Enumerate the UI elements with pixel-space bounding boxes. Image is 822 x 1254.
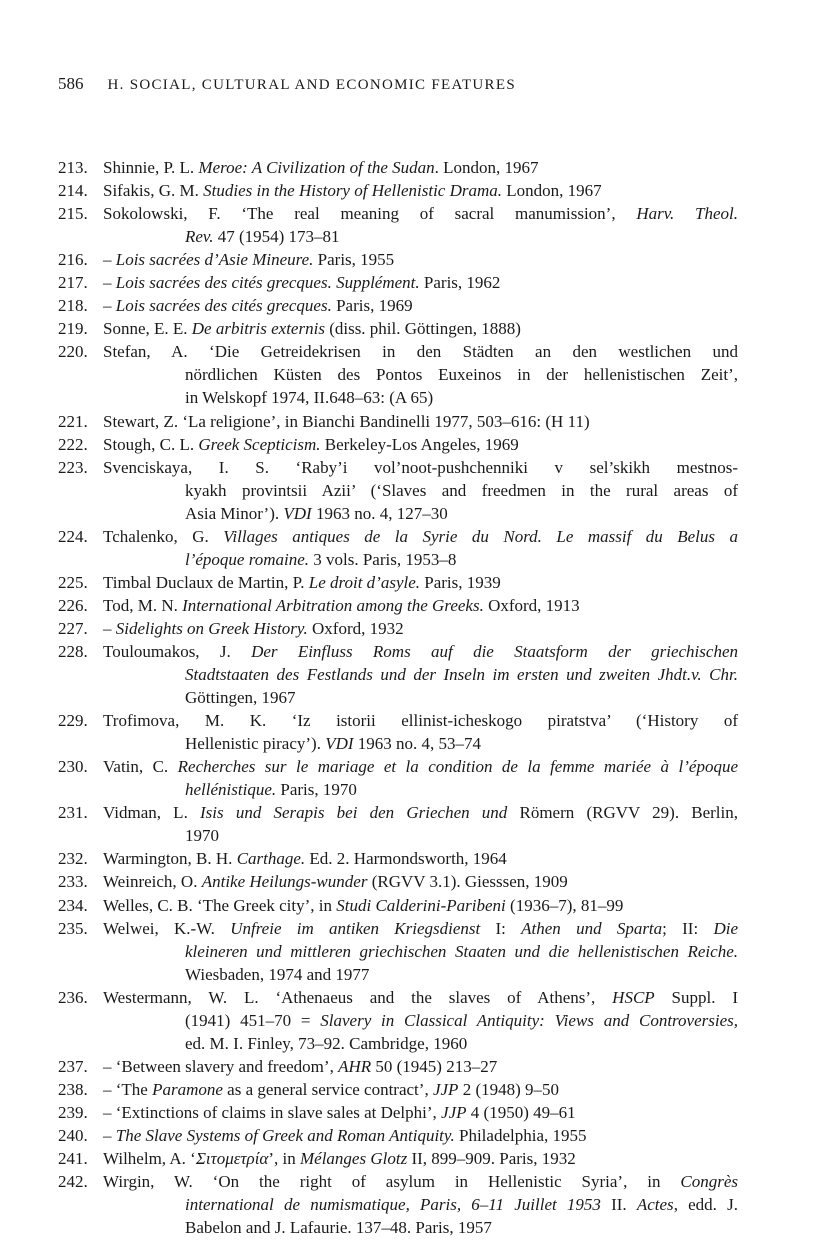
entry-line <box>103 894 738 917</box>
entry-text: Oxford, 1932 <box>307 618 404 638</box>
entry-text: – <box>103 618 116 638</box>
entry-text: 1963 no. 4, 127–30 <box>311 503 448 523</box>
entry-text: Paris, 1939 <box>420 572 501 592</box>
italic-text: kleineren und mittleren griechischen Staaten und die hellenistischen Reiche. <box>185 941 738 961</box>
bibliography-entry <box>58 340 738 409</box>
entry-number: 233. <box>58 872 88 892</box>
entry-line <box>103 248 738 271</box>
entry-text: II. <box>600 1195 637 1215</box>
entry-number: 236. <box>58 987 88 1007</box>
entry-line <box>103 433 738 456</box>
entry-line <box>103 410 738 433</box>
entry-line <box>103 1101 738 1124</box>
entry-text: 4 (1950) 49–61 <box>466 1102 576 1122</box>
entry-text: Paris, 1962 <box>419 273 501 293</box>
entry-number: 213. <box>58 158 88 177</box>
bibliography-entry <box>58 433 738 456</box>
entry-text: 50 (1945) 213–27 <box>371 1056 498 1076</box>
italic-text: VDI <box>283 503 312 523</box>
italic-text: JJP <box>441 1102 467 1122</box>
entry-text: Paris, 1955 <box>313 250 395 270</box>
entry-text: (1941) 451–70 = <box>185 1010 321 1030</box>
entry-line <box>103 294 738 317</box>
entry-line <box>185 963 738 986</box>
entry-text: 3 vols. Paris, 1953–8 <box>309 549 457 569</box>
entry-number: 237. <box>58 1056 88 1076</box>
entry-text: Berkeley-Los Angeles, 1969 <box>320 434 519 454</box>
entry-line <box>103 617 738 640</box>
entry-line <box>185 1193 738 1216</box>
bibliography-entry <box>58 271 738 294</box>
italic-text: VDI <box>325 734 354 754</box>
italic-text: Die <box>713 918 738 938</box>
entry-text: Wiesbaden, 1974 and 1977 <box>185 964 370 984</box>
entry-number: 220. <box>58 342 88 362</box>
entry-number: 241. <box>58 1149 88 1169</box>
bibliography-entry <box>58 248 738 271</box>
entry-text: Welles, C. B. ‘The Greek city’, in <box>103 895 337 915</box>
italic-text: Villages antiques de la Syrie du Nord. Le massif du Belus a <box>223 526 738 546</box>
entry-text: Svenciskaya, I. S. ‘Raby’i vol’noot-pushchenniki v sel’skikh mestnos- <box>103 457 738 477</box>
entry-line <box>103 340 738 363</box>
entry-number: 219. <box>58 319 88 339</box>
entry-number: 227. <box>58 618 88 638</box>
entry-text: Stefan, A. ‘Die Getreidekrisen in den Städten an den westlichen und <box>103 342 738 362</box>
entry-text: Oxford, 1913 <box>483 595 580 615</box>
entry-line <box>185 1032 738 1055</box>
entry-text: nördlichen Küsten des Pontos Euxeinos in der hellenistischen Zeit’, <box>185 365 738 385</box>
entry-text: Warmington, B. H. <box>103 849 237 869</box>
entry-text: – <box>103 250 116 270</box>
entry-text: Stewart, Z. ‘La religione’, in Bianchi Bandinelli 1977, 503–616: (H 11) <box>103 411 590 431</box>
entry-line <box>103 1147 738 1170</box>
bibliography-entry <box>58 894 738 917</box>
entry-text: Shinnie, P. L. <box>103 158 199 177</box>
entry-text: Suppl. I <box>654 987 738 1007</box>
entry-line <box>103 1078 738 1101</box>
entry-text: 47 (1954) 173–81 <box>213 227 340 247</box>
entry-line <box>185 663 738 686</box>
entry-number: 225. <box>58 572 88 592</box>
entry-line <box>103 709 738 732</box>
entry-number: 238. <box>58 1079 88 1099</box>
entry-text: – <box>103 1125 116 1145</box>
italic-text: Lois sacrées des cités grecques. Supplément. <box>115 273 420 293</box>
entry-line <box>185 479 738 502</box>
entry-line <box>103 1124 738 1147</box>
entry-text: – ‘The <box>103 1079 153 1099</box>
entry-text: as a general service contract’, <box>222 1079 433 1099</box>
italic-text: Meroe: A Civilization of the Sudan <box>198 158 435 177</box>
section-title: H. SOCIAL, CULTURAL AND ECONOMIC FEATURES <box>107 77 516 93</box>
entry-text: Hellenistic piracy’). <box>185 734 326 754</box>
italic-text: Σιτομετρία <box>195 1149 269 1169</box>
bibliography-entry <box>58 755 738 801</box>
italic-text: Slavery in Classical Antiquity: Views and Controversies, <box>320 1010 738 1030</box>
italic-text: AHR <box>338 1056 372 1076</box>
italic-text: Lois sacrées d’Asie Mineure. <box>115 250 314 270</box>
italic-text: The Slave Systems of Greek and Roman Antiquity. <box>115 1125 455 1145</box>
bibliography-entry <box>58 1124 738 1147</box>
italic-text: Stadtstaaten des Festlands und der Inseln im ersten und zweiten Jhdt.v. Chr. <box>185 665 738 685</box>
italic-text: Lois sacrées des cités grecques. <box>115 296 332 316</box>
italic-text: Actes <box>636 1195 674 1215</box>
entry-line <box>103 156 738 179</box>
entry-line <box>103 202 738 225</box>
bibliography-entry <box>58 1055 738 1078</box>
entry-number: 231. <box>58 803 88 823</box>
italic-text: Antike Heilungs-wunder <box>201 872 368 892</box>
entry-text: (1936–7), 81–99 <box>505 895 624 915</box>
entry-text: Paris, 1970 <box>276 780 357 800</box>
entry-number: 221. <box>58 411 88 431</box>
entry-number: 222. <box>58 434 88 454</box>
italic-text: Paramone <box>152 1079 223 1099</box>
entry-text: – <box>103 296 116 316</box>
entry-text: Sifakis, G. M. <box>103 181 204 201</box>
entry-line <box>103 917 738 940</box>
entry-line <box>103 986 738 1009</box>
entry-text: Tod, M. N. <box>103 595 183 615</box>
bibliography-entry <box>58 986 738 1055</box>
bibliography-entry <box>58 156 738 179</box>
italic-text: l’époque romaine. <box>185 549 310 569</box>
entry-line <box>103 640 738 663</box>
entry-line <box>185 732 738 755</box>
entry-text: I: <box>480 918 522 938</box>
italic-text: Recherches sur le mariage et la condition de la femme mariée à l’époque <box>177 757 738 777</box>
entry-line <box>185 363 738 386</box>
entry-number: 215. <box>58 204 88 224</box>
entry-number: 228. <box>58 641 88 661</box>
italic-text: JJP <box>432 1079 459 1099</box>
italic-text: Mélanges Glotz <box>300 1149 408 1169</box>
entry-line <box>185 225 738 248</box>
entry-text: II, 899–909. Paris, 1932 <box>407 1149 576 1169</box>
entry-number: 239. <box>58 1102 88 1122</box>
bibliography-entry <box>58 870 738 893</box>
entry-number: 232. <box>58 849 88 869</box>
bibliography-list <box>58 156 738 1239</box>
running-header <box>58 74 516 94</box>
entry-text: ed. M. I. Finley, 73–92. Cambridge, 1960 <box>185 1033 468 1053</box>
bibliography-entry <box>58 801 738 847</box>
bibliography-entry <box>58 1101 738 1124</box>
entry-line <box>103 456 738 479</box>
entry-text: 2 (1948) 9–50 <box>458 1079 560 1099</box>
italic-text: hellénistique. <box>185 780 277 800</box>
entry-text: – ‘Extinctions of claims in slave sales at Delphi’, <box>103 1102 442 1122</box>
entry-line <box>185 502 738 525</box>
entry-line <box>103 271 738 294</box>
entry-text: Tchalenko, G. <box>103 526 224 546</box>
entry-number: 234. <box>58 895 88 915</box>
bibliography-entry <box>58 179 738 202</box>
bibliography-entry <box>58 640 738 709</box>
entry-text: Asia Minor’). <box>185 503 284 523</box>
entry-text: kyakh provintsii Azii’ (‘Slaves and freedmen in the rural areas of <box>185 480 738 500</box>
entry-number: 216. <box>58 250 88 270</box>
italic-text: Studies in the History of Hellenistic Drama. <box>203 181 503 201</box>
entry-line <box>103 1170 738 1193</box>
entry-text: (RGVV 3.1). Giesssen, 1909 <box>367 872 568 892</box>
entry-text: Trofimova, M. K. ‘Iz istorii ellinist-icheskogo piratstva’ (‘History of <box>103 711 738 731</box>
entry-line <box>103 847 738 870</box>
entry-number: 242. <box>58 1172 88 1192</box>
italic-text: Harv. Theol. <box>636 204 738 224</box>
entry-line <box>103 179 738 202</box>
entry-number: 235. <box>58 918 88 938</box>
entry-number: 240. <box>58 1125 88 1145</box>
italic-text: Carthage. <box>236 849 306 869</box>
entry-text: Römern (RGVV 29). Berlin, <box>507 803 738 823</box>
entry-line <box>103 317 738 340</box>
entry-text: Sonne, E. E. <box>103 319 192 339</box>
bibliography-entry <box>58 1147 738 1170</box>
entry-text: . London, 1967 <box>434 158 539 177</box>
bibliography-entry <box>58 917 738 986</box>
bibliography-entry <box>58 571 738 594</box>
bibliography-entry <box>58 709 738 755</box>
entry-text: Touloumakos, J. <box>103 641 252 661</box>
bibliography-entry <box>58 617 738 640</box>
entry-number: 218. <box>58 296 88 316</box>
italic-text: Rev. <box>185 227 214 247</box>
entry-text: Welwei, K.-W. <box>103 918 231 938</box>
entry-line <box>185 1216 738 1239</box>
italic-text: Sidelights on Greek History. <box>115 618 308 638</box>
entry-text: (diss. phil. Göttingen, 1888) <box>324 319 521 339</box>
entry-text: Babelon and J. Lafaurie. 137–48. Paris, 1957 <box>185 1218 492 1238</box>
entry-line <box>103 801 738 824</box>
bibliography-entry <box>58 202 738 248</box>
entry-line <box>103 755 738 778</box>
italic-text: Isis und Serapis bei den Griechen und <box>200 803 508 823</box>
entry-line <box>103 571 738 594</box>
entry-number: 226. <box>58 595 88 615</box>
entry-line <box>185 548 738 571</box>
italic-text: international de numismatique, Paris, 6–11 Juillet 1953 <box>185 1195 601 1215</box>
entry-text: – <box>103 273 116 293</box>
entry-number: 223. <box>58 457 88 477</box>
italic-text: International Arbitration among the Greeks. <box>182 595 484 615</box>
entry-number: 214. <box>58 181 88 201</box>
entry-line <box>185 1009 738 1032</box>
entry-line <box>185 778 738 801</box>
entry-text: Weinreich, O. <box>103 872 202 892</box>
bibliography-entry <box>58 1170 738 1239</box>
entry-text: , edd. J. <box>673 1195 738 1215</box>
entry-text: 1970 <box>185 826 219 846</box>
entry-number: 224. <box>58 526 88 546</box>
bibliography-entry <box>58 847 738 870</box>
italic-text: Greek Scepticism. <box>198 434 321 454</box>
italic-text: Athen und Sparta <box>521 918 663 938</box>
bibliography-entry <box>58 525 738 571</box>
entry-text: Vatin, C. <box>103 757 178 777</box>
entry-text: Wilhelm, A. ‘ <box>103 1149 196 1169</box>
entry-line <box>185 940 738 963</box>
italic-text: Der Einfluss Roms auf die Staatsform der griechischen <box>251 641 738 661</box>
entry-number: 229. <box>58 711 88 731</box>
entry-number: 230. <box>58 757 88 777</box>
entry-line <box>103 525 738 548</box>
entry-text: Westermann, W. L. ‘Athenaeus and the slaves of Athens’, <box>103 987 613 1007</box>
italic-text: Studi Calderini-Paribeni <box>336 895 506 915</box>
entry-text: Vidman, L. <box>103 803 201 823</box>
bibliography-entry <box>58 410 738 433</box>
bibliography-entry <box>58 456 738 525</box>
entry-text: 1963 no. 4, 53–74 <box>353 734 482 754</box>
entry-text: Paris, 1969 <box>331 296 413 316</box>
entry-line <box>103 594 738 617</box>
bibliography-entry <box>58 294 738 317</box>
entry-text: in Welskopf 1974, II.648–63: (A 65) <box>185 388 434 408</box>
entry-text: ’, in <box>268 1149 300 1169</box>
italic-text: Unfreie im antiken Kriegsdienst <box>230 918 481 938</box>
entry-number: 217. <box>58 273 88 293</box>
italic-text: HSCP <box>612 987 655 1007</box>
entry-text: Sokolowski, F. ‘The real meaning of sacral manumission’, <box>103 204 637 224</box>
entry-line <box>185 686 738 709</box>
bibliography-entry <box>58 1078 738 1101</box>
italic-text: Congrès <box>680 1172 738 1192</box>
entry-text: Ed. 2. Harmondsworth, 1964 <box>305 849 507 869</box>
entry-text: Göttingen, 1967 <box>185 688 296 708</box>
italic-text: De arbitris externis <box>191 319 325 339</box>
bibliography-entry <box>58 317 738 340</box>
bibliography-entry <box>58 594 738 617</box>
entry-text: ; II: <box>662 918 714 938</box>
entry-text: Philadelphia, 1955 <box>454 1125 587 1145</box>
page-number: 586 <box>58 74 84 93</box>
entry-text: – ‘Between slavery and freedom’, <box>103 1056 339 1076</box>
entry-text: Timbal Duclaux de Martin, P. <box>103 572 309 592</box>
entry-line <box>103 870 738 893</box>
entry-text: Stough, C. L. <box>103 434 199 454</box>
entry-text: Wirgin, W. ‘On the right of asylum in Hellenistic Syria’, in <box>103 1172 681 1192</box>
italic-text: Le droit d’asyle. <box>308 572 421 592</box>
entry-line <box>185 824 738 847</box>
entry-text: London, 1967 <box>502 181 602 201</box>
entry-line <box>185 386 738 409</box>
entry-line <box>103 1055 738 1078</box>
